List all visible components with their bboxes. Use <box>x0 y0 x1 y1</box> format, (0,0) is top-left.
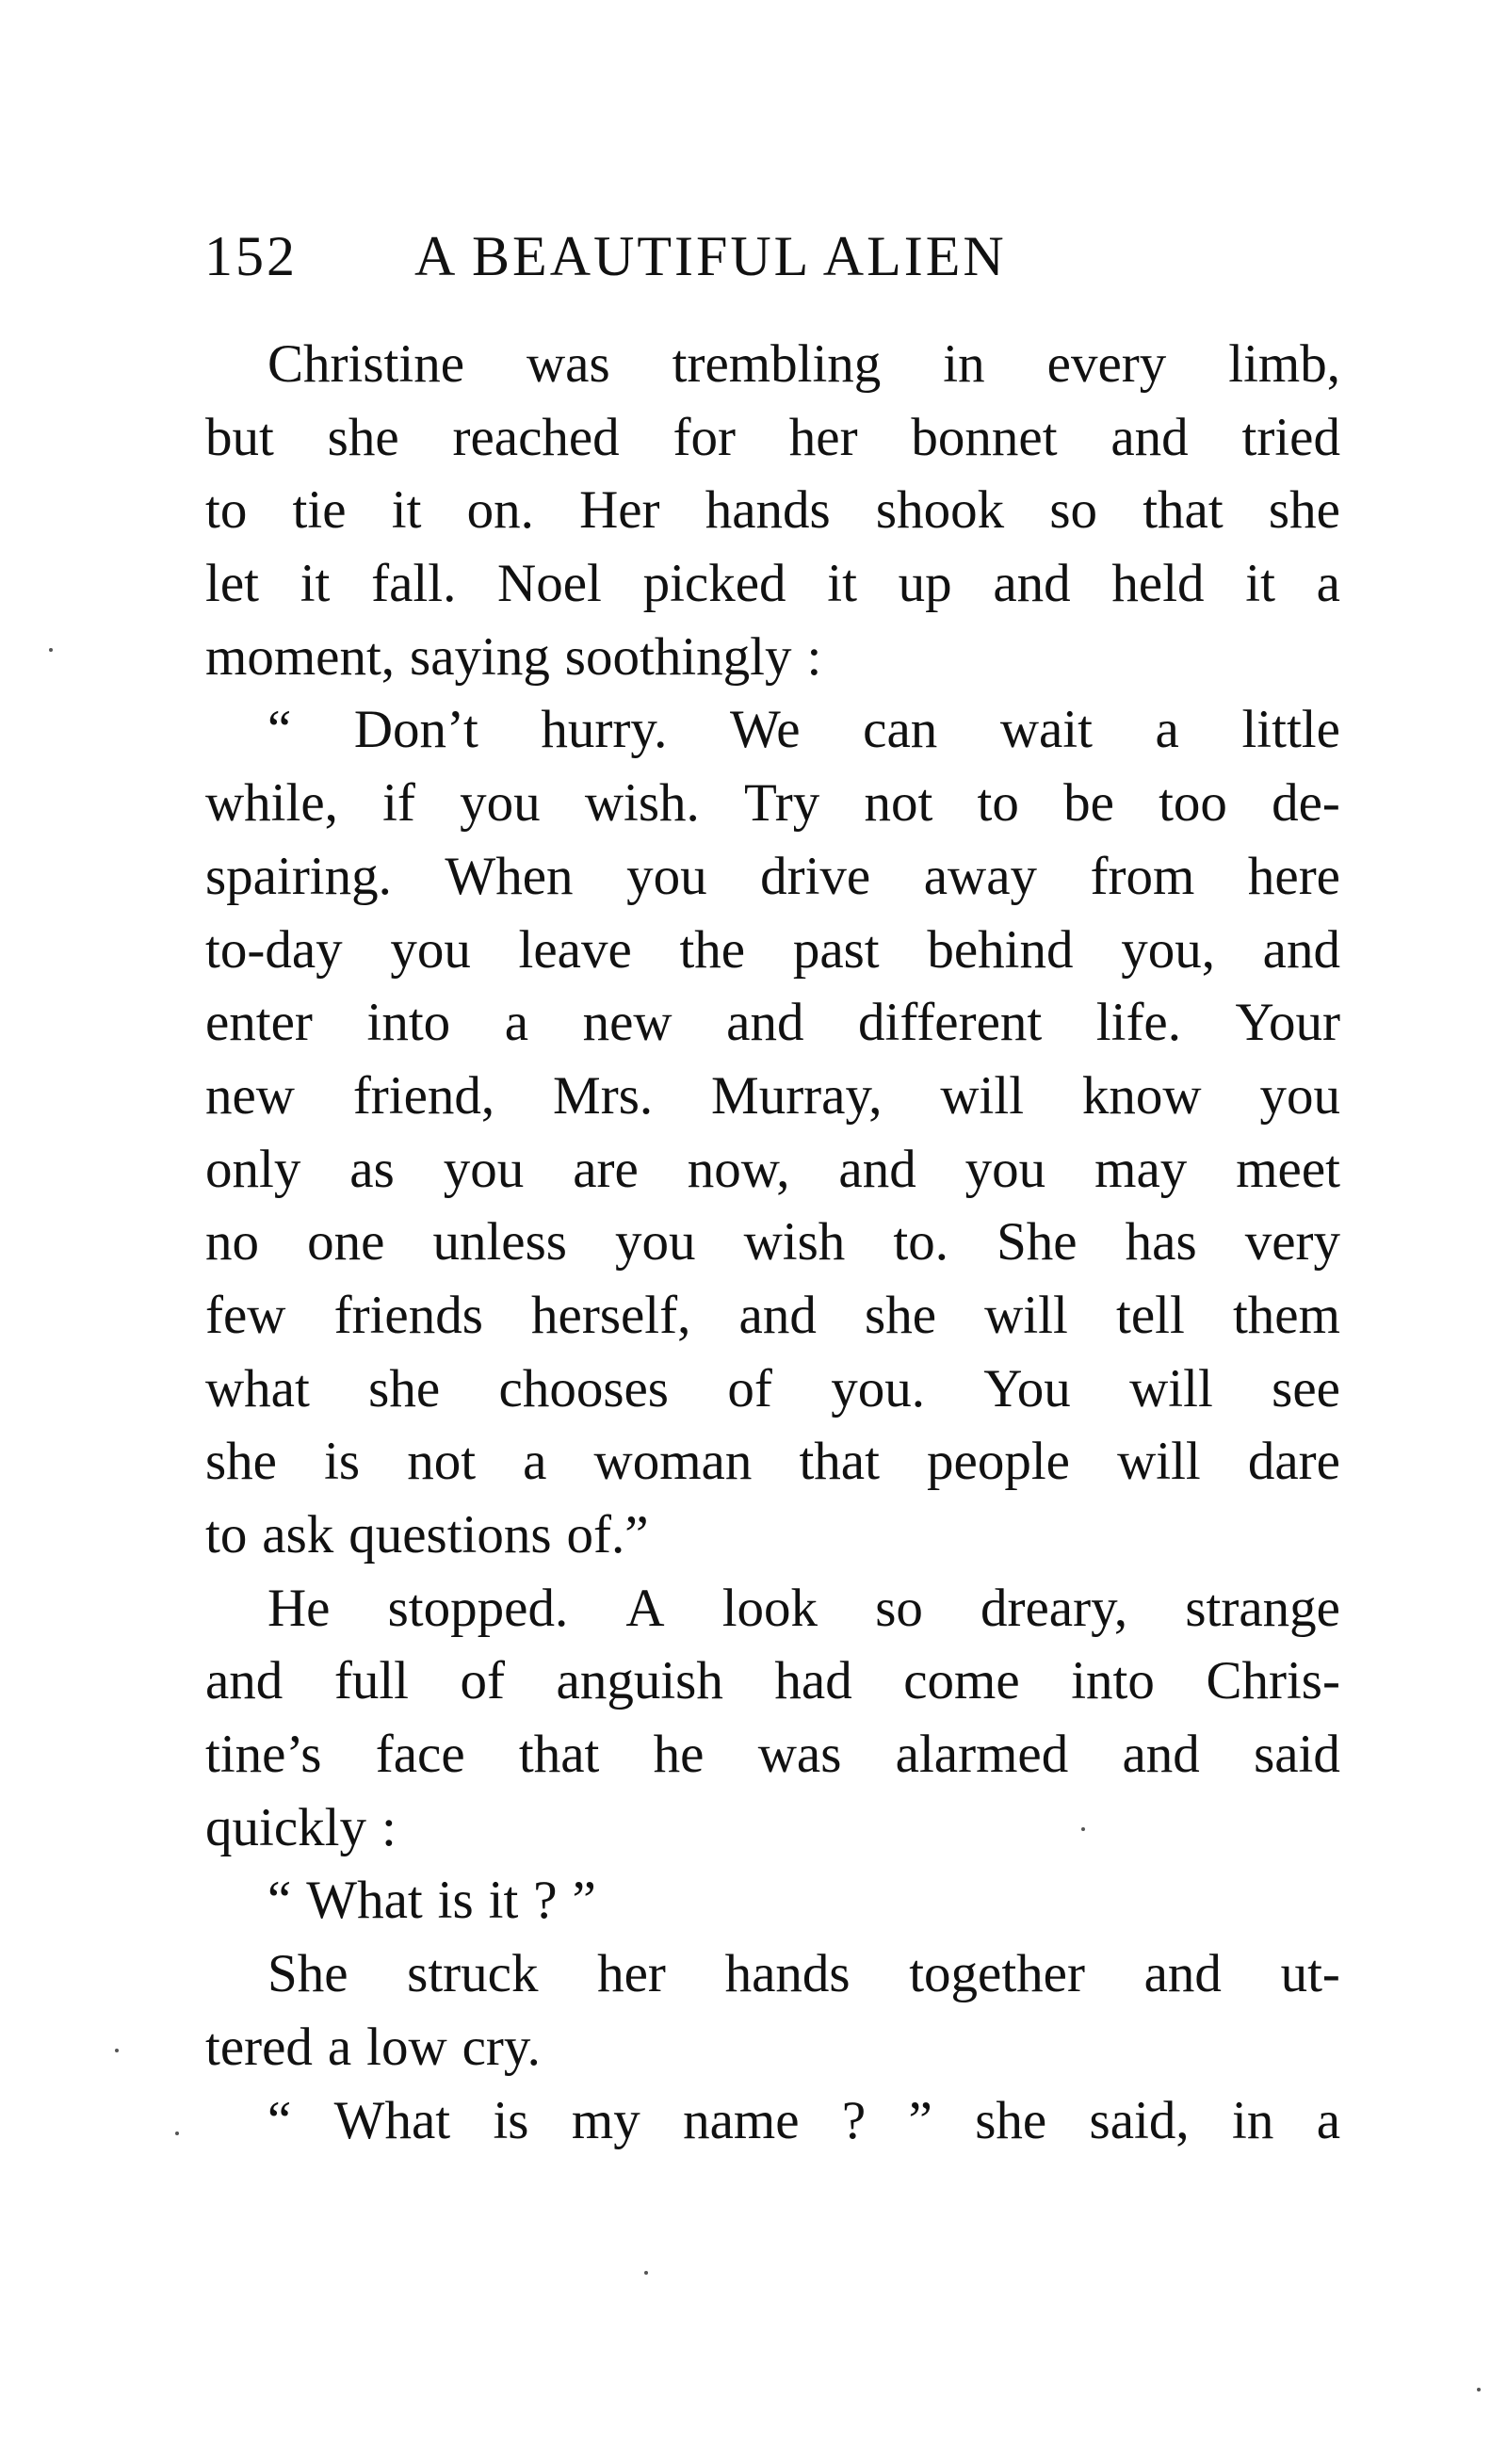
word: know <box>1081 1065 1202 1126</box>
text-line <box>205 1499 1340 1572</box>
word: and <box>1110 407 1189 467</box>
word: and <box>205 1651 284 1711</box>
word: it <box>1245 554 1275 614</box>
word: ? <box>533 1871 558 1931</box>
word: leave <box>518 919 632 980</box>
word: herself, <box>531 1285 691 1345</box>
word: “ <box>267 700 292 760</box>
word: see <box>1272 1358 1340 1418</box>
word: hands <box>705 480 831 541</box>
word: friend, <box>352 1065 495 1126</box>
word: a <box>1316 554 1340 614</box>
word: so <box>1049 480 1097 541</box>
word: limb, <box>1228 334 1340 394</box>
word: hands <box>724 1944 851 2004</box>
word: reached <box>452 407 620 467</box>
word: wish <box>743 1212 846 1273</box>
word: that <box>1143 480 1224 541</box>
word: too <box>1159 773 1227 834</box>
word: A <box>625 1578 665 1638</box>
word: : <box>381 1797 397 1857</box>
word: full <box>333 1651 409 1711</box>
word: not <box>407 1432 477 1492</box>
text-line <box>205 767 1340 840</box>
word: and <box>1143 1944 1222 2004</box>
word: saying <box>410 626 550 687</box>
word: of <box>727 1358 772 1418</box>
page-number: 152 <box>204 225 298 287</box>
word: away <box>923 846 1038 906</box>
word: can <box>863 700 938 760</box>
word: she <box>1268 480 1340 541</box>
paper-speck <box>644 2271 648 2275</box>
word: she <box>368 1358 441 1418</box>
word: is <box>324 1432 361 1492</box>
text-line <box>205 986 1340 1060</box>
word: a <box>523 1432 547 1492</box>
word: stopped. <box>387 1578 569 1638</box>
word: has <box>1125 1212 1197 1273</box>
running-title: A BEAUTIFUL ALIEN <box>414 225 1007 287</box>
word: bonnet <box>911 407 1058 467</box>
paper-speck <box>49 648 53 652</box>
word: unless <box>432 1212 567 1273</box>
word: will <box>1129 1358 1213 1418</box>
word: from <box>1090 846 1195 906</box>
word: will <box>1117 1432 1201 1492</box>
word: little <box>1241 700 1340 760</box>
text-line <box>205 1572 1340 1645</box>
word: now, <box>687 1139 790 1199</box>
word: held <box>1111 554 1205 614</box>
word: Try <box>743 773 820 834</box>
word: on. <box>466 480 534 541</box>
word: She <box>267 1944 348 2004</box>
word: she <box>205 1432 277 1492</box>
word: that <box>518 1725 600 1785</box>
word: We <box>730 700 801 760</box>
word: so <box>875 1578 923 1638</box>
word: you <box>626 846 707 906</box>
word: few <box>205 1285 286 1345</box>
word: it <box>391 480 422 541</box>
word: will <box>984 1285 1068 1345</box>
word: wait <box>999 700 1093 760</box>
word: up <box>898 554 952 614</box>
word: it <box>300 554 331 614</box>
word: you <box>615 1212 696 1273</box>
word: picked <box>642 554 786 614</box>
word: may <box>1094 1139 1188 1199</box>
text-line <box>205 1645 1340 1718</box>
word: She <box>997 1212 1078 1273</box>
text-line <box>205 1718 1340 1791</box>
word: Christine <box>267 334 464 394</box>
word: into <box>1071 1651 1155 1711</box>
word: Mrs. <box>553 1065 654 1126</box>
word: past <box>792 919 880 980</box>
word: Noel <box>497 554 602 614</box>
paper-speck <box>1477 2388 1481 2391</box>
text-line <box>205 1791 1340 1865</box>
word: people <box>927 1432 1070 1492</box>
word: and <box>1262 919 1340 980</box>
word: You <box>983 1358 1071 1418</box>
word: tried <box>1241 407 1340 467</box>
word: while, <box>205 773 338 834</box>
word: you <box>1259 1065 1340 1126</box>
text-line <box>205 1279 1340 1353</box>
word: What <box>333 2090 451 2150</box>
word: Don’t <box>353 700 478 760</box>
word: tell <box>1116 1285 1185 1345</box>
word: and <box>838 1139 916 1199</box>
word: he <box>653 1725 705 1785</box>
word: dreary, <box>980 1578 1128 1638</box>
word: you, <box>1121 919 1215 980</box>
text-line <box>205 840 1340 914</box>
text-line <box>205 2084 1340 2158</box>
word: them <box>1232 1285 1340 1345</box>
word: the <box>679 919 746 980</box>
word: in <box>943 334 985 394</box>
text-line <box>205 328 1340 401</box>
word: is <box>493 2090 529 2150</box>
word: soothingly <box>564 626 792 687</box>
running-head <box>204 219 1146 294</box>
word: together <box>909 1944 1085 2004</box>
word: fall. <box>371 554 457 614</box>
word: you. <box>831 1358 925 1418</box>
word: Her <box>579 480 660 541</box>
word: in <box>1231 2090 1274 2150</box>
word: face <box>375 1725 465 1785</box>
word: tered <box>205 2017 313 2077</box>
word: said <box>1254 1725 1340 1785</box>
word: only <box>205 1139 301 1199</box>
word: “ <box>267 1871 292 1931</box>
word: tine’s <box>205 1725 322 1785</box>
word: let <box>205 554 259 614</box>
word: was <box>757 1725 842 1785</box>
word: Murray, <box>711 1065 883 1126</box>
word: that <box>799 1432 880 1492</box>
word: wish. <box>584 773 700 834</box>
word: new <box>582 993 673 1053</box>
text-line <box>205 1133 1340 1207</box>
word: it <box>827 554 857 614</box>
word: dare <box>1247 1432 1340 1492</box>
text-line <box>205 1206 1340 1279</box>
word: of <box>460 1651 506 1711</box>
text-line <box>205 547 1340 621</box>
word: name <box>683 2090 800 2150</box>
word: is <box>437 1871 474 1931</box>
word: tie <box>292 480 347 541</box>
word: He <box>267 1578 331 1638</box>
word: you <box>460 773 541 834</box>
paper-speck <box>115 2049 119 2052</box>
word: it <box>488 1871 519 1931</box>
word: woman <box>593 1432 753 1492</box>
word: but <box>205 407 274 467</box>
word: spairing. <box>205 846 392 906</box>
text-line <box>205 621 1340 694</box>
word: to. <box>893 1212 948 1273</box>
word: trembling <box>672 334 882 394</box>
word: you <box>964 1139 1046 1199</box>
text-line <box>205 693 1340 767</box>
word: drive <box>760 846 871 906</box>
word: she <box>975 2090 1047 2150</box>
text-line <box>205 1864 1340 1937</box>
word: ? <box>841 2090 867 2150</box>
word: no <box>205 1212 259 1273</box>
word: you <box>390 919 471 980</box>
word: ” <box>572 1871 596 1931</box>
word: as <box>349 1139 395 1199</box>
word: come <box>903 1651 1020 1711</box>
word: to <box>977 773 1019 834</box>
word: what <box>205 1358 310 1418</box>
text-line <box>205 914 1340 987</box>
word: friends <box>333 1285 483 1345</box>
word: chooses <box>498 1358 669 1418</box>
word: and <box>738 1285 817 1345</box>
word: very <box>1244 1212 1340 1273</box>
word: : <box>806 626 822 687</box>
word: cry. <box>462 2017 541 2077</box>
paper-speck <box>1081 1827 1085 1831</box>
word: of.” <box>566 1505 649 1564</box>
word: de- <box>1272 773 1340 834</box>
word: every <box>1046 334 1167 394</box>
text-line <box>205 1937 1340 2011</box>
word: you <box>443 1139 525 1199</box>
word: will <box>940 1065 1025 1126</box>
word: moment, <box>205 626 396 687</box>
word: look <box>721 1578 818 1638</box>
paper-speck <box>175 2132 179 2135</box>
word: anguish <box>556 1651 723 1711</box>
word: shook <box>875 480 1005 541</box>
word: my <box>571 2090 640 2150</box>
text-line <box>205 1060 1340 1133</box>
word: her <box>597 1944 666 2004</box>
word: if <box>382 773 415 834</box>
text-line <box>205 2011 1340 2084</box>
word: “ <box>267 2090 292 2150</box>
word: struck <box>407 1944 539 2004</box>
word: strange <box>1185 1578 1340 1638</box>
word: are <box>573 1139 639 1199</box>
word: ” <box>908 2090 932 2150</box>
text-line <box>205 401 1340 475</box>
word: a <box>1316 2090 1340 2150</box>
word: Your <box>1235 993 1340 1053</box>
text-line <box>205 1425 1340 1499</box>
word: What <box>306 1871 423 1931</box>
word: Chris- <box>1206 1651 1340 1711</box>
word: one <box>307 1212 385 1273</box>
word: was <box>527 334 610 394</box>
word: into <box>366 993 451 1053</box>
word: and <box>993 554 1071 614</box>
word: be <box>1063 773 1114 834</box>
word: ut- <box>1280 1944 1340 2004</box>
word: life. <box>1095 993 1181 1053</box>
word: a <box>1155 700 1179 760</box>
text-line <box>205 1353 1340 1426</box>
word: to <box>205 1505 248 1564</box>
word: enter <box>205 993 313 1053</box>
word: new <box>205 1065 295 1126</box>
word: different <box>858 993 1043 1053</box>
word: not <box>864 773 933 834</box>
word: to <box>205 480 248 541</box>
word: she <box>327 407 399 467</box>
word: ask <box>262 1505 334 1564</box>
text-line <box>205 474 1340 547</box>
word: questions <box>348 1505 552 1564</box>
word: When <box>445 846 574 906</box>
word: and <box>1122 1725 1200 1785</box>
word: behind <box>927 919 1074 980</box>
body-text <box>205 328 1340 2157</box>
word: for <box>673 407 736 467</box>
word: quickly <box>205 1797 366 1857</box>
word: and <box>726 993 804 1053</box>
word: meet <box>1236 1139 1340 1199</box>
word: here <box>1247 846 1340 906</box>
word: hurry. <box>541 700 668 760</box>
word: a <box>327 2017 352 2077</box>
word: to-day <box>205 919 343 980</box>
word: her <box>788 407 858 467</box>
word: alarmed <box>895 1725 1069 1785</box>
word: had <box>774 1651 852 1711</box>
word: low <box>366 2017 447 2077</box>
word: said, <box>1089 2090 1190 2150</box>
word: a <box>504 993 529 1053</box>
word: she <box>865 1285 936 1345</box>
